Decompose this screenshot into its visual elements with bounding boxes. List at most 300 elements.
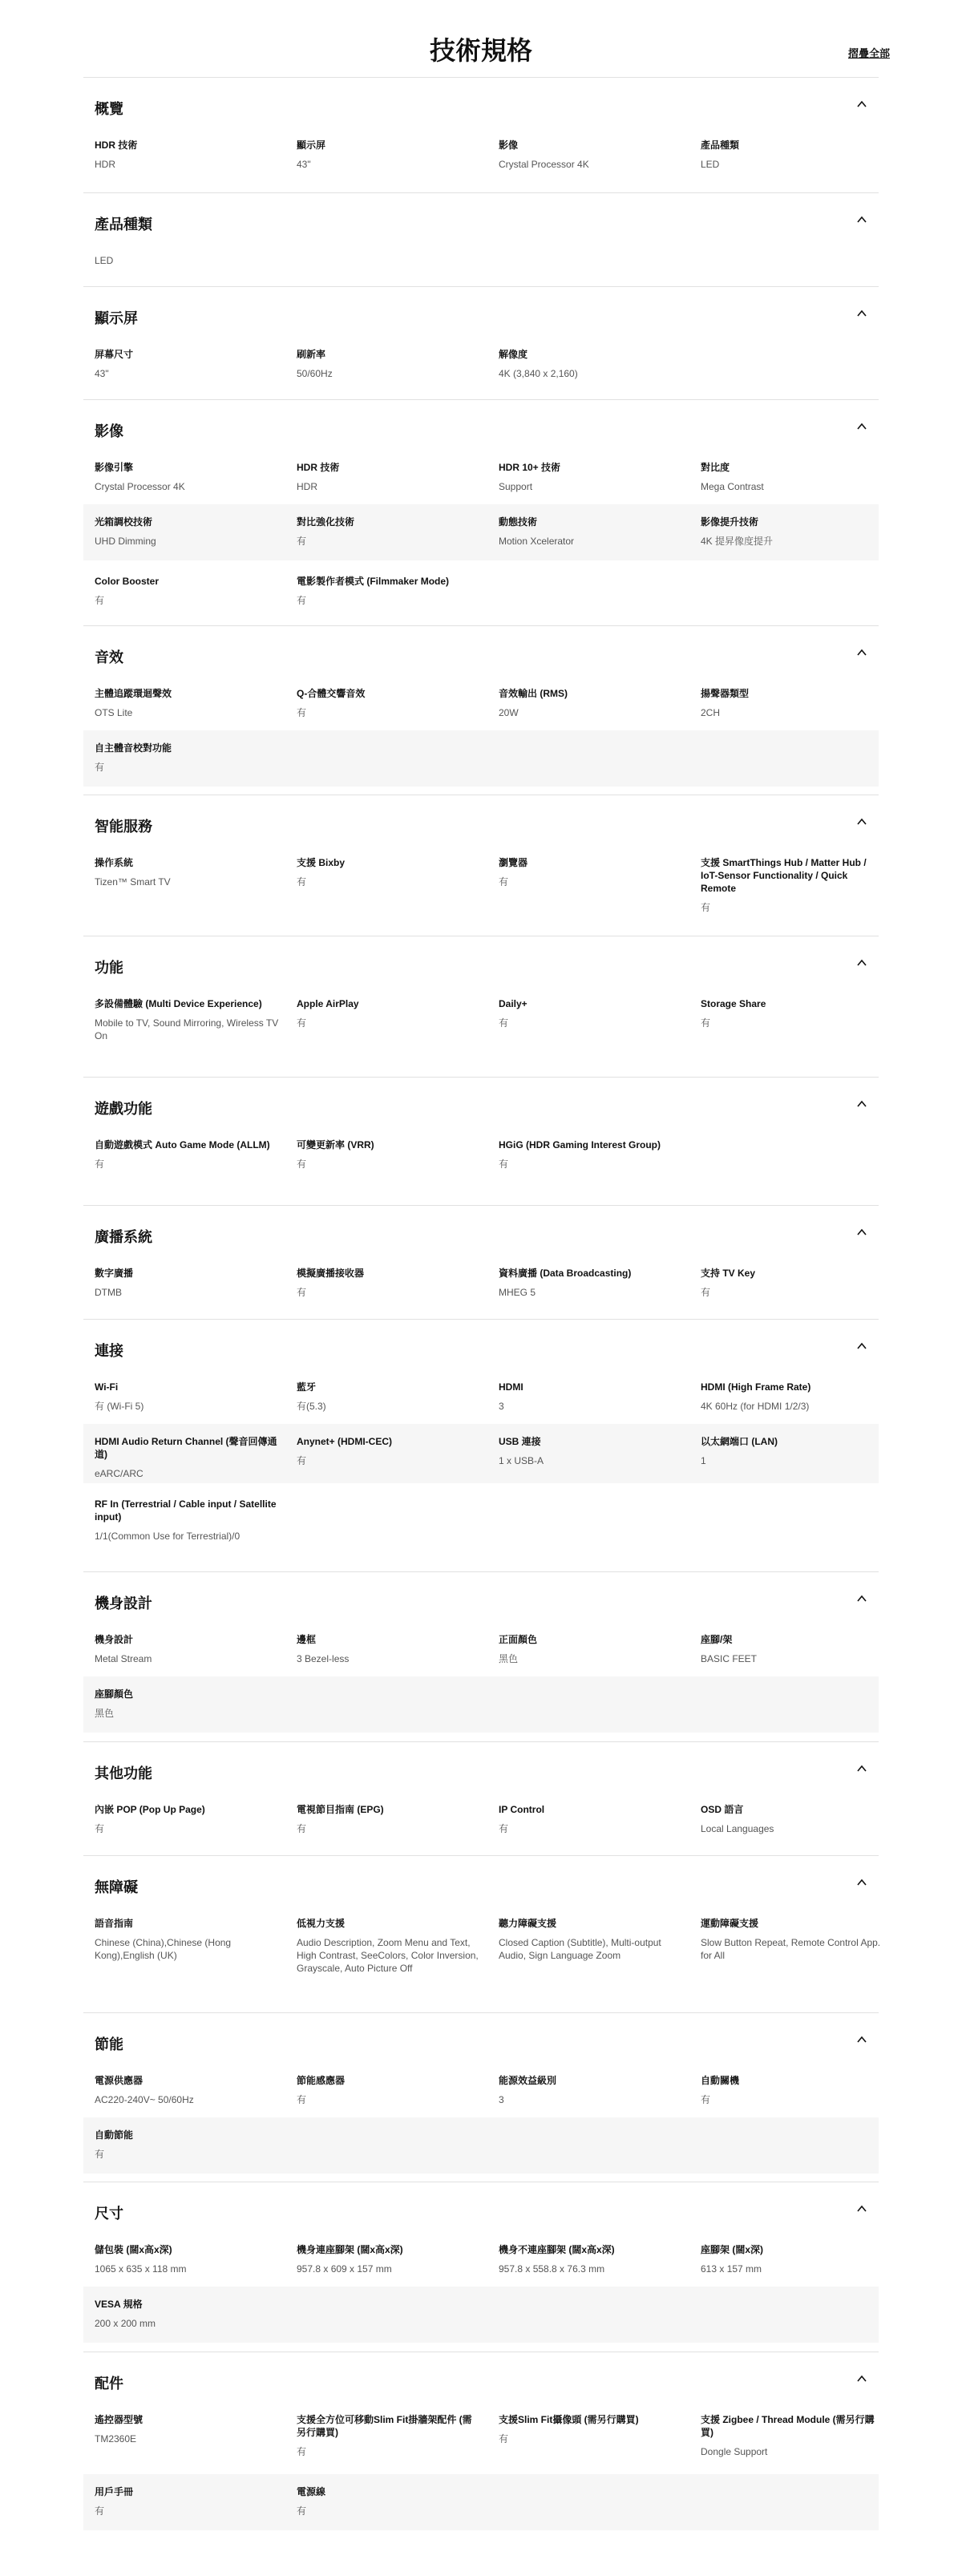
- spec-section: [83, 2012, 879, 2160]
- spec-value: 有: [95, 1823, 105, 1834]
- spec-value: 有: [95, 762, 105, 773]
- spec-value: DTMB: [95, 1287, 122, 1298]
- spec-row: [83, 450, 879, 501]
- spec-label: 能源效益級別: [499, 2075, 557, 2086]
- spec-row: [83, 1424, 879, 1483]
- section-header[interactable]: [83, 287, 879, 337]
- spec-label: 主體追蹤環迴聲效: [95, 688, 172, 699]
- spec-row: [83, 504, 879, 560]
- spec-item: [701, 461, 885, 493]
- spec-value: Dongle Support: [701, 2446, 768, 2457]
- spec-value: Crystal Processor 4K: [499, 159, 589, 170]
- spec-item: [701, 2413, 885, 2458]
- spec-item: [95, 2243, 279, 2275]
- section-title: 遊戲功能: [95, 1101, 152, 1117]
- section-header[interactable]: [83, 1078, 879, 1127]
- spec-label: Daily+: [499, 998, 527, 1009]
- section-header[interactable]: [83, 1856, 879, 1906]
- spec-row: [83, 127, 879, 179]
- spec-label: Q-合體交響音效: [297, 688, 366, 699]
- spec-item: [297, 348, 481, 380]
- section-title: 連接: [95, 1343, 123, 1359]
- spec-item: [95, 1803, 279, 1835]
- spec-label: 光箱調校技術: [95, 516, 153, 528]
- spec-item: [499, 1435, 683, 1467]
- spec-item: [499, 139, 683, 171]
- spec-section: [83, 1077, 879, 1170]
- spec-item: [297, 1267, 481, 1299]
- spec-value: Crystal Processor 4K: [95, 481, 185, 492]
- spec-label: 支援 Zigbee / Thread Module (需另行購買): [701, 2414, 875, 2438]
- spec-value: 1/1(Common Use for Terrestrial)/0: [95, 1531, 240, 1542]
- spec-value: 1: [701, 1455, 706, 1466]
- spec-label: 電源供應器: [95, 2075, 143, 2086]
- spec-label: 動態技術: [499, 516, 538, 528]
- spec-label: 正面顏色: [499, 1634, 538, 1645]
- spec-value: 有: [499, 1017, 509, 1029]
- spec-label: 模擬廣播接收器: [297, 1268, 365, 1279]
- spec-row: [83, 337, 879, 388]
- section-title: 配件: [95, 2376, 123, 2392]
- spec-item: [499, 348, 683, 380]
- section-header[interactable]: [83, 78, 879, 127]
- spec-item: [95, 2413, 279, 2445]
- chevron-up-icon[interactable]: [856, 1098, 867, 1110]
- spec-label: 顯示屏: [297, 140, 326, 151]
- spec-item: [297, 2243, 481, 2275]
- spec-value: HDR: [297, 481, 317, 492]
- spec-row: [83, 2117, 879, 2174]
- spec-item: [499, 856, 683, 888]
- spec-label: 資料廣播 (Data Broadcasting): [499, 1268, 632, 1279]
- spec-item: [499, 687, 683, 719]
- spec-row: [83, 1486, 879, 1551]
- spec-item: [499, 1381, 683, 1413]
- spec-value: 有: [95, 1159, 105, 1170]
- spec-row: [83, 986, 879, 1074]
- spec-row: [83, 730, 879, 787]
- spec-row: [83, 676, 879, 727]
- spec-item: [499, 2243, 683, 2275]
- spec-label: Storage Share: [701, 998, 766, 1009]
- spec-label: 對比強化技術: [297, 516, 355, 528]
- spec-label: HDMI (High Frame Rate): [701, 1381, 811, 1393]
- spec-row: [83, 2232, 879, 2283]
- spec-value: 2CH: [701, 707, 721, 718]
- spec-value: Motion Xcelerator: [499, 536, 575, 547]
- spec-label: HDR 10+ 技術: [499, 462, 561, 473]
- spec-item: [95, 687, 279, 719]
- spec-value: 有: [297, 1159, 307, 1170]
- chevron-up-icon[interactable]: [856, 2034, 867, 2045]
- spec-item: [297, 575, 481, 607]
- spec-value: Local Languages: [701, 1823, 774, 1834]
- spec-item: [95, 1435, 279, 1480]
- spec-item: [499, 2074, 683, 2106]
- section-header[interactable]: [83, 2013, 879, 2063]
- spec-value: AC220-240V~ 50/60Hz: [95, 2094, 194, 2105]
- spec-item: [499, 2413, 683, 2445]
- spec-item: [499, 1633, 683, 1665]
- spec-value: 有 (Wi-Fi 5): [95, 1401, 144, 1412]
- spec-label: HDR 技術: [95, 140, 138, 151]
- spec-item: [297, 139, 481, 171]
- section-title: 概覽: [95, 101, 123, 117]
- spec-item: [297, 461, 481, 493]
- spec-value: 20W: [499, 707, 519, 718]
- spec-label: 語音指南: [95, 1918, 134, 1929]
- spec-item: [95, 348, 279, 380]
- spec-item: [95, 516, 279, 548]
- spec-item: [701, 687, 885, 719]
- spec-label: 電源線: [297, 2486, 326, 2497]
- chevron-up-icon[interactable]: [856, 214, 867, 225]
- spec-item: [499, 1917, 683, 1962]
- spec-item: [95, 2074, 279, 2106]
- spec-value: 有: [95, 595, 105, 606]
- chevron-up-icon[interactable]: [856, 957, 867, 969]
- spec-label: HDMI Audio Return Channel (聲音回傳通道): [95, 1436, 277, 1460]
- spec-label: 支援 Bixby: [297, 857, 346, 868]
- spec-label: 節能感應器: [297, 2075, 346, 2086]
- spec-row: [83, 2402, 879, 2471]
- section-header[interactable]: [83, 400, 879, 450]
- section-title: 其他功能: [95, 1765, 152, 1781]
- spec-value: 有: [499, 876, 509, 888]
- chevron-up-icon[interactable]: [856, 1227, 867, 1238]
- collapse-all-link[interactable]: 摺疊全部: [847, 47, 890, 59]
- section-header[interactable]: [83, 193, 879, 243]
- spec-item: [95, 1688, 279, 1720]
- spec-item: [95, 2485, 279, 2517]
- spec-label: 電視節目指南 (EPG): [297, 1804, 384, 1815]
- spec-item: [701, 1633, 885, 1665]
- spec-label: Anynet+ (HDMI-CEC): [297, 1436, 392, 1447]
- spec-value: 有: [297, 1455, 307, 1466]
- spec-label: 自動遊戲模式 Auto Game Mode (ALLM): [95, 1139, 270, 1151]
- spec-item: [297, 1803, 481, 1835]
- spec-value: 957.8 x 609 x 157 mm: [297, 2263, 392, 2275]
- spec-row: [83, 1369, 879, 1421]
- spec-item: [297, 1435, 481, 1467]
- chevron-up-icon[interactable]: [856, 421, 867, 432]
- spec-value: 43": [95, 368, 109, 379]
- spec-value: 3: [499, 1401, 504, 1412]
- section-header[interactable]: [83, 2182, 879, 2232]
- spec-label: 聽力障礙支援: [499, 1918, 557, 1929]
- spec-row: [83, 1906, 879, 2002]
- spec-value: 有: [701, 1017, 711, 1029]
- spec-value: OTS Lite: [95, 707, 133, 718]
- spec-item: [297, 1138, 481, 1171]
- spec-item: [701, 997, 885, 1029]
- spec-item: [95, 254, 279, 267]
- spec-section: [83, 399, 879, 606]
- spec-label: 用戶手冊: [95, 2486, 134, 2497]
- spec-value: 黑色: [499, 1653, 519, 1664]
- spec-section: [83, 77, 879, 170]
- spec-item: [701, 2074, 885, 2106]
- spec-section: [83, 1319, 879, 1542]
- spec-item: [297, 1633, 481, 1665]
- section-title: 尺寸: [95, 2206, 123, 2222]
- spec-label: 屏幕尺寸: [95, 349, 134, 360]
- section-title: 音效: [95, 649, 123, 665]
- spec-item: [297, 856, 481, 888]
- spec-value: Mega Contrast: [701, 481, 764, 492]
- spec-value: 1065 x 635 x 118 mm: [95, 2263, 187, 2275]
- spec-item: [499, 997, 683, 1029]
- spec-value: 有: [297, 707, 307, 718]
- spec-label: 座腳/架: [701, 1634, 733, 1645]
- spec-item: [701, 856, 885, 914]
- spec-value: Closed Caption (Subtitle), Multi-output Audio, Sign Language Zoom: [499, 1937, 661, 1961]
- spec-item: [499, 1138, 683, 1171]
- chevron-up-icon[interactable]: [856, 1341, 867, 1352]
- spec-value: 有: [297, 2505, 307, 2517]
- section-title: 節能: [95, 2036, 123, 2052]
- page-title: 技術規格: [429, 36, 532, 65]
- spec-row: [83, 243, 879, 275]
- spec-label: 內嵌 POP (Pop Up Page): [95, 1804, 205, 1815]
- spec-label: 自動節能: [95, 2129, 134, 2141]
- spec-row: [83, 1676, 879, 1733]
- spec-item: [701, 1267, 885, 1299]
- spec-value: 50/60Hz: [297, 368, 333, 379]
- spec-value: 有: [499, 1159, 509, 1170]
- section-header[interactable]: [83, 936, 879, 986]
- chevron-up-icon[interactable]: [856, 2373, 867, 2384]
- chevron-up-icon[interactable]: [856, 1763, 867, 1774]
- spec-value: 43": [297, 159, 311, 170]
- spec-item: [499, 1803, 683, 1835]
- spec-label: 瀏覽器: [499, 857, 528, 868]
- spec-value: Chinese (China),Chinese (Hong Kong),English (UK): [95, 1937, 232, 1961]
- section-title: 廣播系統: [95, 1229, 152, 1245]
- spec-row: [83, 1256, 879, 1307]
- spec-value: BASIC FEET: [701, 1653, 758, 1664]
- chevron-up-icon[interactable]: [856, 1593, 867, 1604]
- spec-item: [95, 1267, 279, 1299]
- section-header[interactable]: [83, 1320, 879, 1369]
- spec-value: 3 Bezel-less: [297, 1653, 350, 1664]
- spec-item: [701, 1917, 885, 1962]
- spec-item: [297, 516, 481, 548]
- spec-value: 613 x 157 mm: [701, 2263, 762, 2275]
- spec-label: 低視力支援: [297, 1918, 346, 1929]
- spec-value: 3: [499, 2094, 504, 2105]
- spec-label: 支援全方位可移動Slim Fit掛牆架配件 (需另行購買): [297, 2414, 472, 2438]
- spec-label: 邊框: [297, 1634, 317, 1645]
- spec-item: [499, 516, 683, 548]
- section-header[interactable]: [83, 1206, 879, 1256]
- spec-section: [83, 1571, 879, 1719]
- spec-label: 運動障礙支援: [701, 1918, 759, 1929]
- spec-item: [297, 2413, 481, 2458]
- spec-label: 機身不連座腳架 (闊x高x深): [499, 2244, 615, 2255]
- spec-value: Slow Button Repeat, Remote Control App. for All: [701, 1937, 881, 1961]
- spec-item: [701, 1803, 885, 1835]
- spec-value: UHD Dimming: [95, 536, 156, 547]
- spec-item: [701, 1435, 885, 1467]
- spec-label: 機身設計: [95, 1634, 134, 1645]
- spec-value: LED: [701, 159, 720, 170]
- spec-value: Support: [499, 481, 533, 492]
- spec-row: [83, 2287, 879, 2343]
- spec-value: 有: [95, 2149, 105, 2160]
- spec-label: IP Control: [499, 1804, 545, 1815]
- spec-value: 有: [701, 902, 711, 913]
- chevron-up-icon[interactable]: [856, 816, 867, 827]
- spec-label: USB 連接: [499, 1436, 541, 1447]
- spec-label: 影像提升技術: [701, 516, 759, 528]
- spec-value: 有: [701, 1287, 711, 1298]
- spec-value: 1 x USB-A: [499, 1455, 544, 1466]
- section-title: 影像: [95, 423, 123, 439]
- chevron-up-icon[interactable]: [856, 1877, 867, 1888]
- spec-label: RF In (Terrestrial / Cable input / Satellite input): [95, 1498, 277, 1523]
- spec-label: 以太網端口 (LAN): [701, 1436, 778, 1447]
- spec-label: 刷新率: [297, 349, 326, 360]
- spec-item: [297, 1917, 481, 1975]
- spec-label: 產品種類: [701, 140, 740, 151]
- spec-value: 有: [701, 2094, 711, 2105]
- spec-label: VESA 規格: [95, 2299, 143, 2310]
- spec-section: [83, 1741, 879, 1834]
- spec-label: Apple AirPlay: [297, 998, 359, 1009]
- spec-label: 影像引擎: [95, 462, 134, 473]
- spec-value: 4K 提昇像度提升: [701, 536, 774, 547]
- spec-section: [83, 1205, 879, 1298]
- spec-value: 200 x 200 mm: [95, 2318, 156, 2329]
- spec-value: 有: [499, 2433, 509, 2445]
- spec-value: TM2360E: [95, 2433, 137, 2445]
- spec-section: [83, 192, 879, 266]
- spec-label: 支援 SmartThings Hub / Matter Hub / IoT-Sensor Functionality / Quick Remote: [701, 857, 867, 894]
- spec-label: 影像: [499, 140, 519, 151]
- section-title: 智能服務: [95, 819, 152, 835]
- spec-label: OSD 語言: [701, 1804, 744, 1815]
- spec-label: 電影製作者模式 (Filmmaker Mode): [297, 576, 450, 587]
- section-title: 功能: [95, 960, 123, 976]
- spec-value: 有: [297, 2446, 307, 2457]
- spec-item: [95, 1138, 279, 1171]
- spec-value: 有: [297, 1287, 307, 1298]
- spec-row: [83, 1792, 879, 1843]
- spec-item: [95, 742, 279, 774]
- spec-label: 座腳顏色: [95, 1688, 134, 1700]
- spec-label: Color Booster: [95, 576, 160, 587]
- chevron-up-icon[interactable]: [856, 2203, 867, 2214]
- spec-value: 有(5.3): [297, 1401, 326, 1412]
- spec-row: [83, 1127, 879, 1199]
- spec-item: [701, 139, 885, 171]
- spec-value: 有: [297, 595, 307, 606]
- spec-item: [297, 997, 481, 1029]
- spec-value: Tizen™ Smart TV: [95, 876, 171, 888]
- chevron-up-icon[interactable]: [856, 99, 867, 110]
- section-title: 產品種類: [95, 216, 152, 233]
- spec-row: [83, 2063, 879, 2114]
- spec-row: [83, 845, 879, 933]
- spec-item: [95, 2298, 279, 2330]
- chevron-up-icon[interactable]: [856, 647, 867, 658]
- spec-label: 自動關機: [701, 2075, 740, 2086]
- spec-item: [95, 1381, 279, 1413]
- spec-section: [83, 286, 879, 379]
- spec-label: 藍牙: [297, 1381, 317, 1393]
- spec-value: Mobile to TV, Sound Mirroring, Wireless TV On: [95, 1017, 279, 1041]
- section-header[interactable]: [83, 626, 879, 676]
- spec-label: 可變更新率 (VRR): [297, 1139, 374, 1151]
- spec-row: [83, 1622, 879, 1673]
- spec-item: [297, 2485, 481, 2517]
- section-title: 顯示屏: [95, 310, 138, 326]
- spec-value: 4K 60Hz (for HDMI 1/2/3): [701, 1401, 810, 1412]
- spec-item: [499, 1267, 683, 1299]
- spec-item: [701, 516, 885, 548]
- spec-row: [83, 2474, 879, 2530]
- spec-item: [95, 2129, 279, 2161]
- spec-label: 音效輸出 (RMS): [499, 688, 568, 699]
- section-header[interactable]: [83, 1572, 879, 1622]
- spec-item: [95, 1498, 279, 1543]
- spec-value: eARC/ARC: [95, 1468, 143, 1479]
- page-header: [0, 0, 962, 77]
- spec-label: HDMI: [499, 1381, 523, 1393]
- spec-value: 有: [499, 1823, 509, 1834]
- spec-label: HDR 技術: [297, 462, 340, 473]
- spec-item: [499, 461, 683, 493]
- spec-value: 4K (3,840 x 2,160): [499, 368, 578, 379]
- spec-label: 多設備體驗 (Multi Device Experience): [95, 998, 262, 1009]
- spec-section: [83, 625, 879, 773]
- spec-item: [95, 575, 279, 607]
- spec-item: [297, 687, 481, 719]
- spec-value: Audio Description, Zoom Menu and Text, High Contrast, SeeColors, Color Inversion, Grayscale, Auto Picture Off: [297, 1937, 479, 1974]
- spec-item: [701, 1381, 885, 1413]
- spec-item: [95, 997, 279, 1042]
- spec-item: [297, 2074, 481, 2106]
- spec-row: [83, 564, 879, 615]
- spec-label: Wi-Fi: [95, 1381, 119, 1393]
- spec-value: 有: [297, 1823, 307, 1834]
- spec-item: [95, 461, 279, 493]
- spec-label: 解像度: [499, 349, 528, 360]
- spec-label: 支援Slim Fit攝像頭 (需另行購買): [499, 2414, 639, 2425]
- section-header[interactable]: [83, 795, 879, 845]
- spec-value: 黑色: [95, 1708, 115, 1719]
- spec-label: 儲包裝 (闊x高x深): [95, 2244, 172, 2255]
- spec-section: [83, 1855, 881, 1974]
- spec-value: 有: [297, 2094, 307, 2105]
- section-title: 無障礙: [95, 1879, 138, 1895]
- chevron-up-icon[interactable]: [856, 308, 867, 319]
- section-header[interactable]: [83, 2352, 879, 2402]
- spec-label: 對比度: [701, 462, 730, 473]
- spec-item: [297, 1381, 481, 1413]
- section-header[interactable]: [83, 1742, 879, 1792]
- spec-item: [95, 139, 279, 171]
- spec-label: HGiG (HDR Gaming Interest Group): [499, 1139, 661, 1151]
- section-title: 機身設計: [95, 1595, 152, 1612]
- spec-value: 有: [297, 1017, 307, 1029]
- spec-label: 遙控器型號: [95, 2414, 143, 2425]
- spec-value: 有: [95, 2505, 105, 2517]
- spec-value: 有: [297, 536, 307, 547]
- spec-label: 操作系統: [95, 857, 134, 868]
- spec-value: HDR: [95, 159, 115, 170]
